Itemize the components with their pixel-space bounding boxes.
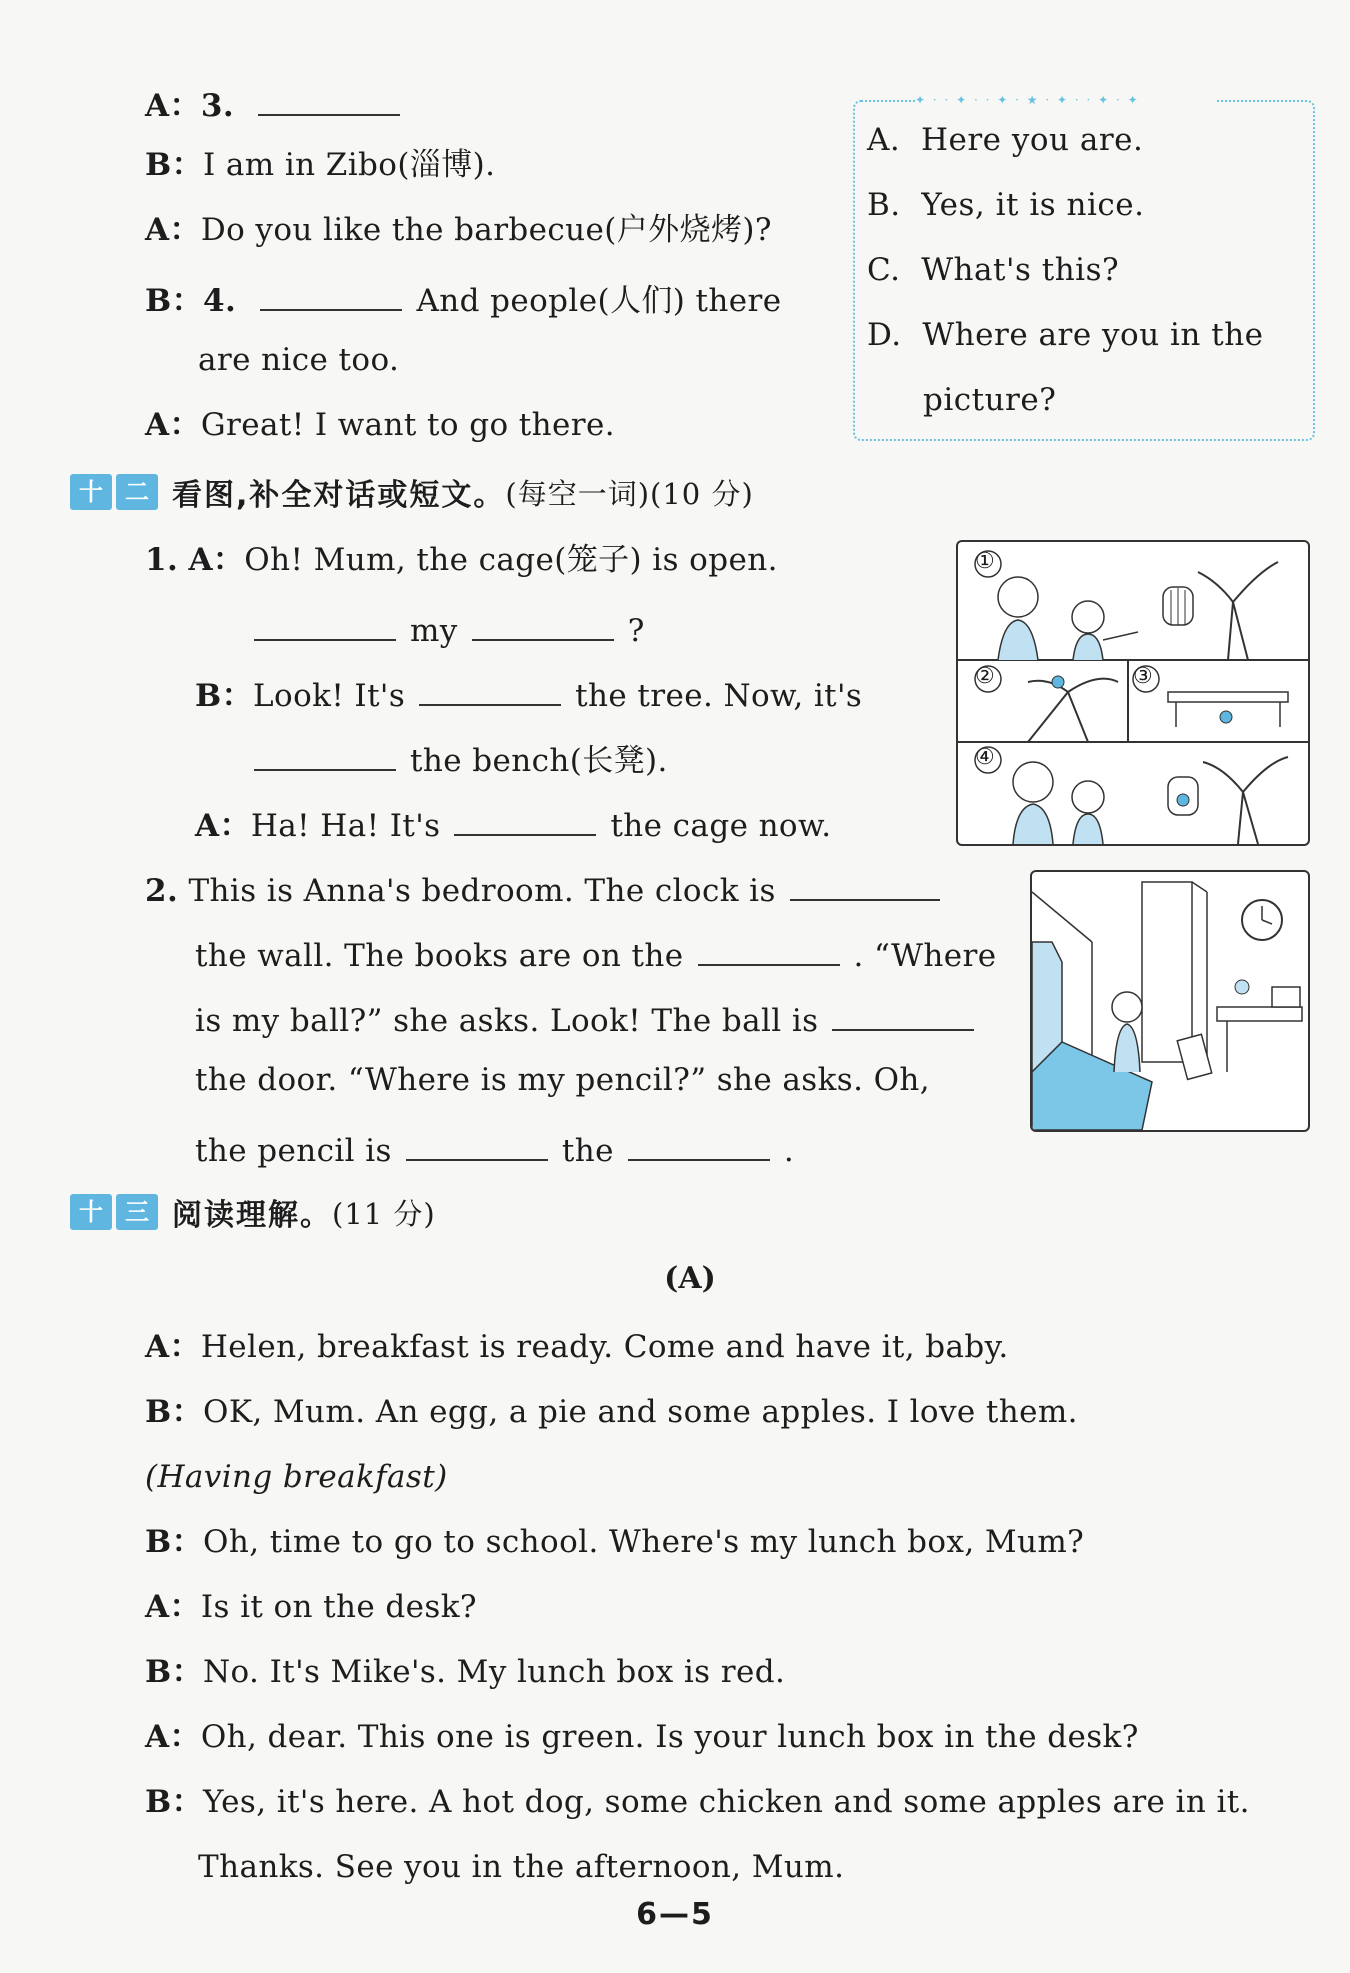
- speaker-label: A：: [188, 542, 245, 578]
- dialogue-line: [145, 210, 772, 250]
- q2-line: [195, 995, 988, 1041]
- answer-blank[interactable]: [258, 80, 400, 116]
- dialogue-text: Look! It's: [253, 678, 406, 714]
- dialogue-line: [198, 340, 399, 380]
- passage-line: B：OK, Mum. An egg, a pie and some apples. I love them.: [145, 1394, 1078, 1430]
- speaker-label: A：: [195, 808, 251, 844]
- speaker-label: A：: [145, 88, 201, 124]
- answer-blank[interactable]: [698, 930, 840, 966]
- passage-label: (A): [664, 1261, 716, 1296]
- q2-line: [145, 865, 954, 911]
- dialogue-text: I am in Zibo(淄博).: [203, 147, 496, 183]
- q1-line: [240, 605, 645, 651]
- passage-line: A：Oh, dear. This one is green. Is your lunch box in the desk?: [145, 1719, 1139, 1755]
- dialogue-text: the tree. Now, it's: [575, 678, 863, 714]
- dialogue-line: [145, 145, 495, 185]
- answer-blank[interactable]: [419, 670, 561, 706]
- section-note: (每空一词)(10 分): [505, 476, 754, 511]
- passage-line: Thanks. See you in the afternoon, Mum.: [198, 1849, 845, 1885]
- option-d: D. Where are you in the: [867, 317, 1264, 353]
- bird-cage-comic: [958, 542, 1308, 844]
- answer-blank[interactable]: [454, 800, 596, 836]
- options-box: [853, 93, 1315, 441]
- question-number: 3.: [200, 88, 235, 124]
- speaker-label: B：: [195, 678, 254, 714]
- passage-line: B：Yes, it's here. A hot dog, some chicken and some apples are in it.: [145, 1784, 1250, 1820]
- passage-text: the wall. The books are on the: [195, 938, 684, 974]
- passage-line: A：Helen, breakfast is ready. Come and have it, baby.: [145, 1329, 1009, 1365]
- passage-line: A：Is it on the desk?: [145, 1589, 477, 1625]
- dialogue-text: the bench(长凳).: [410, 743, 668, 779]
- passage-text: is my ball?” she asks. Look! The ball is: [195, 1003, 819, 1039]
- question-number: 2.: [145, 873, 179, 909]
- section-number-badge: 十 三: [70, 1194, 158, 1230]
- dialogue-text: Oh! Mum, the cage(笼子) is open.: [244, 542, 778, 578]
- passage-text: the: [561, 1133, 614, 1169]
- q1-line: [240, 735, 668, 781]
- section-title: 阅读理解。: [172, 1198, 332, 1233]
- panel-label: ②: [975, 664, 995, 689]
- option-b: B. Yes, it is nice.: [867, 187, 1145, 223]
- dialogue-text: my: [410, 613, 458, 649]
- answer-blank[interactable]: [472, 605, 614, 641]
- section-note: (11 分): [332, 1196, 436, 1231]
- passage-text: the pencil is: [195, 1133, 392, 1169]
- panel-label: ③: [1133, 664, 1153, 689]
- dialogue-text: the cage now.: [610, 808, 832, 844]
- answer-blank[interactable]: [628, 1125, 770, 1161]
- q1-line: [145, 540, 778, 580]
- panel-label: ④: [975, 745, 995, 770]
- section-number-badge: 十 二: [70, 474, 158, 510]
- dialogue-line: [145, 80, 414, 126]
- star-decoration: ✦ · · ✦ · · ✦ · ★ · ✦ · · ✦ · ✦: [915, 93, 1215, 107]
- page-number: 6—5: [636, 1897, 714, 1932]
- passage-text: the door. “Where is my pencil?” she asks. Oh,: [195, 1062, 931, 1098]
- bedroom-illustration: [1032, 872, 1308, 1130]
- dialogue-text: are nice too.: [198, 342, 400, 378]
- answer-blank[interactable]: [254, 605, 396, 641]
- q2-line: [195, 930, 996, 976]
- q2-line: [195, 1060, 930, 1100]
- speaker-label: B：: [145, 147, 204, 183]
- answer-blank[interactable]: [254, 735, 396, 771]
- speaker-label: A：: [145, 212, 201, 248]
- dialogue-text: And people(人们) there: [416, 283, 782, 319]
- passage-line: (Having breakfast): [145, 1459, 448, 1495]
- q2-picture: [1030, 870, 1310, 1132]
- passage-line: B：No. It's Mike's. My lunch box is red.: [145, 1654, 786, 1690]
- passage-text: . “Where: [853, 938, 997, 974]
- passage-line: B：Oh, time to go to school. Where's my lunch box, Mum?: [145, 1524, 1085, 1560]
- answer-blank[interactable]: [790, 865, 940, 901]
- answer-blank[interactable]: [260, 275, 402, 311]
- dialogue-text: Ha! Ha! It's: [250, 808, 441, 844]
- question-number: 1.: [145, 542, 179, 578]
- q2-line: [195, 1125, 794, 1171]
- q1-line: [195, 800, 832, 846]
- answer-blank[interactable]: [406, 1125, 548, 1161]
- dialogue-line: [145, 275, 781, 321]
- speaker-label: A：: [145, 407, 201, 443]
- passage-text: .: [783, 1133, 795, 1169]
- dialogue-text: ?: [627, 613, 645, 649]
- speaker-label: B：: [145, 283, 204, 319]
- q1-line: [195, 670, 862, 716]
- section-title: 看图,补全对话或短文。: [172, 478, 506, 513]
- answer-blank[interactable]: [832, 995, 974, 1031]
- dialogue-line: [145, 405, 615, 445]
- option-d-continued: picture?: [923, 382, 1057, 418]
- panel-label: ①: [975, 549, 995, 574]
- option-a: A. Here you are.: [867, 122, 1144, 158]
- dialogue-text: Do you like the barbecue(户外烧烤)?: [200, 212, 772, 248]
- passage-text: This is Anna's bedroom. The clock is: [188, 873, 776, 909]
- section-12-header: [70, 472, 754, 512]
- q1-picture: [956, 540, 1310, 846]
- dialogue-text: Great! I want to go there.: [200, 407, 615, 443]
- section-13-header: [70, 1192, 436, 1232]
- option-c: C. What's this?: [867, 252, 1120, 288]
- question-number: 4.: [203, 283, 237, 319]
